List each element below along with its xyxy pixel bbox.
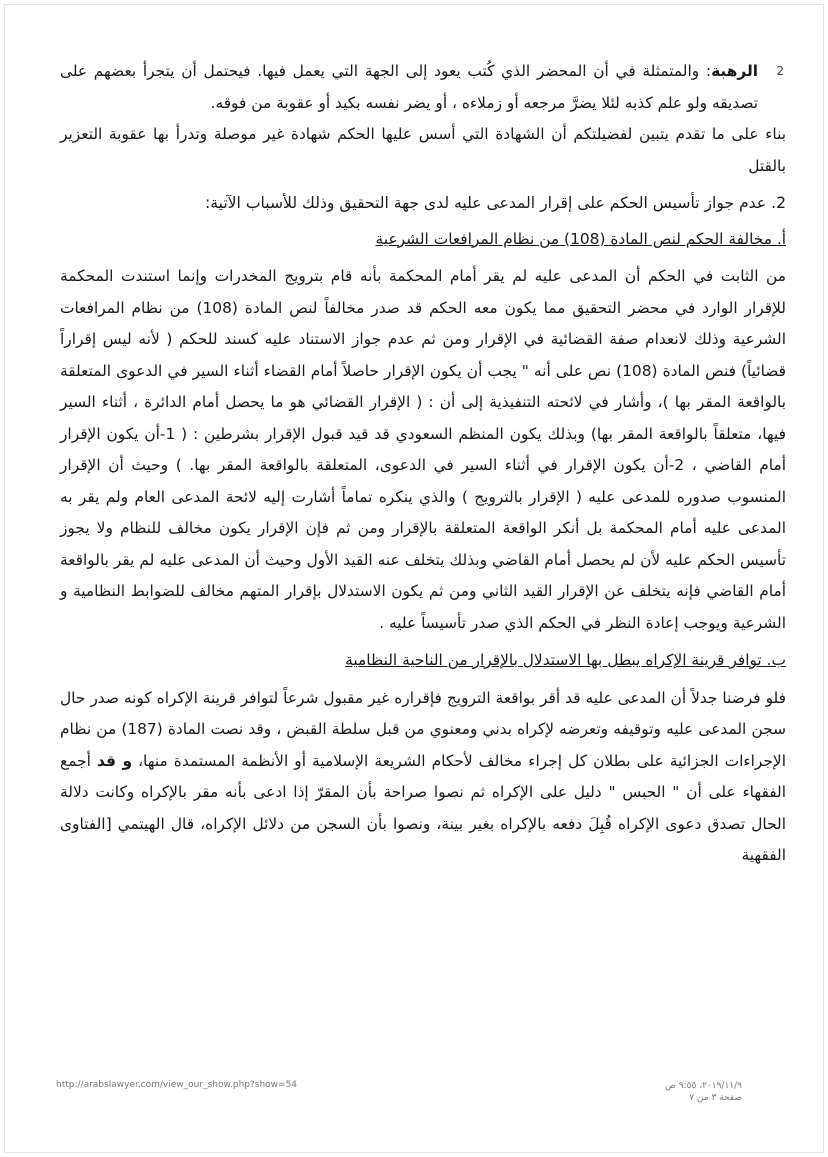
paragraph-b-bold: و قد: [96, 751, 133, 770]
paragraph-a: من الثابت في الحكم أن المدعى عليه لم يقر أمام المحكمة بأنه قام بترويج المخدرات وإنما استندت المحكمة للإقرار الوارد في محضر التحقيق مما يكون معه الحكم قد صدر مخالفاً لنص المادة (108) من نظام المرافعات الشرعية وذلك لانعدام صفة القضائية في الإقرار ومن ثم عدم جواز الاستناد عليه كسند للحكم ( لأنه ليس إقراراً قضائياً) فنص المادة (108) نص على أنه " يجب أن يكون الإقرار حاصلاً أمام القضاء أثناء السير في الدعوى المتعلقة بالواقعة المقر بها )، وأشار في لائحته التنفيذية إلى أن : ( الإقرار القضائي هو ما يحصل أمام الدائرة ، أثناء السير فيها، متعلقاً بالواقعة المقر بها) وبذلك يكون المنظم السعودي قد قيد قبول الإقرار بشرطين : ( 1-أن يكون الإقرار أمام القاضي ، 2-أن يكون الإقرار في أثناء السير في الدعوى، المتعلقة بالواقعة المقر بها. ) وحيث أن الإقرار المنسوب صدوره للمدعى عليه ( الإقرار بالترويج ) والذي ينكره تماماً أشارت إليه لائحة المدعى العام ولم يقر به المدعى عليه أمام المحكمة بل أنكر الواقعة المتعلقة بالإقرار ومن ثم فإن الإقرار يكون مخالف للنظام ولا يجوز تأسيس الحكم عليه لأن لم يحصل أمام القاضي وبذلك يتخلف عنه القيد الأول وحيث أن المدعى عليه لم يقر بالواقعة أمام القاضي فإنه يتخلف عن الإقرار القيد الثاني ومن ثم يكون الاستدلال بإقرار المتهم مخالف للضوابط النظامية و الشرعية ويوجب إعادة النظر في الحكم الذي صدر تأسيساً عليه .: [60, 267, 787, 632]
subsection-heading-b: ب. توافر قرينة الإكراه يبطل بها الاستدلال بالإقرار من الناحية النظامية: [345, 651, 786, 669]
footer-datetime: ٢٠١٩/١١/٩، ٩:٥٥ ص: [665, 1081, 742, 1091]
list-item-2: [60, 56, 786, 119]
list-item-term: الرهبة: [711, 62, 758, 80]
subsection-heading-a: أ. مخالفة الحكم لنص المادة (108) من نظام المرافعات الشرعية: [375, 229, 786, 248]
paragraph-b-part1: فلو فرضنا جدلاً أن المدعى عليه قد أقر بواقعة الترويج فإقراره غير مقبول شرعاً لتوافر قرينة الإكراه كونه صدر حال سجن المدعى عليه وتوقيفه وتعرضه لإكراه بدني ومعنوي من قبل سلطة القبض ، وقد نصت المادة (187) من نظام الإجراءات الجزائية على بطلان كل إجراء مخالف لأحكام الشريعة الإسلامية أو الأنظمة المستمدة منها،: [60, 688, 786, 770]
footer-page-number: صفحة ٣ من ٧: [689, 1093, 742, 1103]
footer-url: http://arabslawyer.com/view_our_show.php?show=54: [56, 1080, 298, 1090]
section-heading-2: 2. عدم جواز تأسيس الحكم على إقرار المدعى عليه لدى جهة التحقيق وذلك للأسباب الآتية:: [205, 194, 786, 212]
list-item-number: 2: [776, 64, 784, 78]
document-body: [60, 56, 786, 872]
basis-paragraph: بناء على ما تقدم يتبين لفضيلتكم أن الشهادة التي أسس عليها الحكم شهادة غير موصلة وتدرأ بها عقوبة التعزير بالقتل: [60, 125, 786, 175]
paragraph-b-part2: أجمع الفقهاء على أن " الحبس " دليل على الإكراه ثم نصوا صراحة بأن المقرّ إذا ادعى بأنه مقر بالإكراه وكانت دلالة الحال تصدق دعوى الإكراه قُبِلَ دفعه بالإكراه بغير بينة، ونصوا بأن السجن من دلائل الإكراه، قال الهيتمي [الفتاوى الفقهية: [60, 751, 786, 864]
paragraph-b: [60, 683, 786, 872]
list-item-text: : والمتمثلة في أن المحضر الذي كُتب يعود إلى الجهة التي يعمل فيها. فيحتمل أن يتجرأ بعضهم على تصديقه ولو علم كذبه لئلا يضرَّ مرجعه أو زملاءه ، أو يضر نفسه بكيد أو عقوبة من فوقه.: [60, 62, 758, 112]
footer-meta: [665, 1080, 742, 1104]
